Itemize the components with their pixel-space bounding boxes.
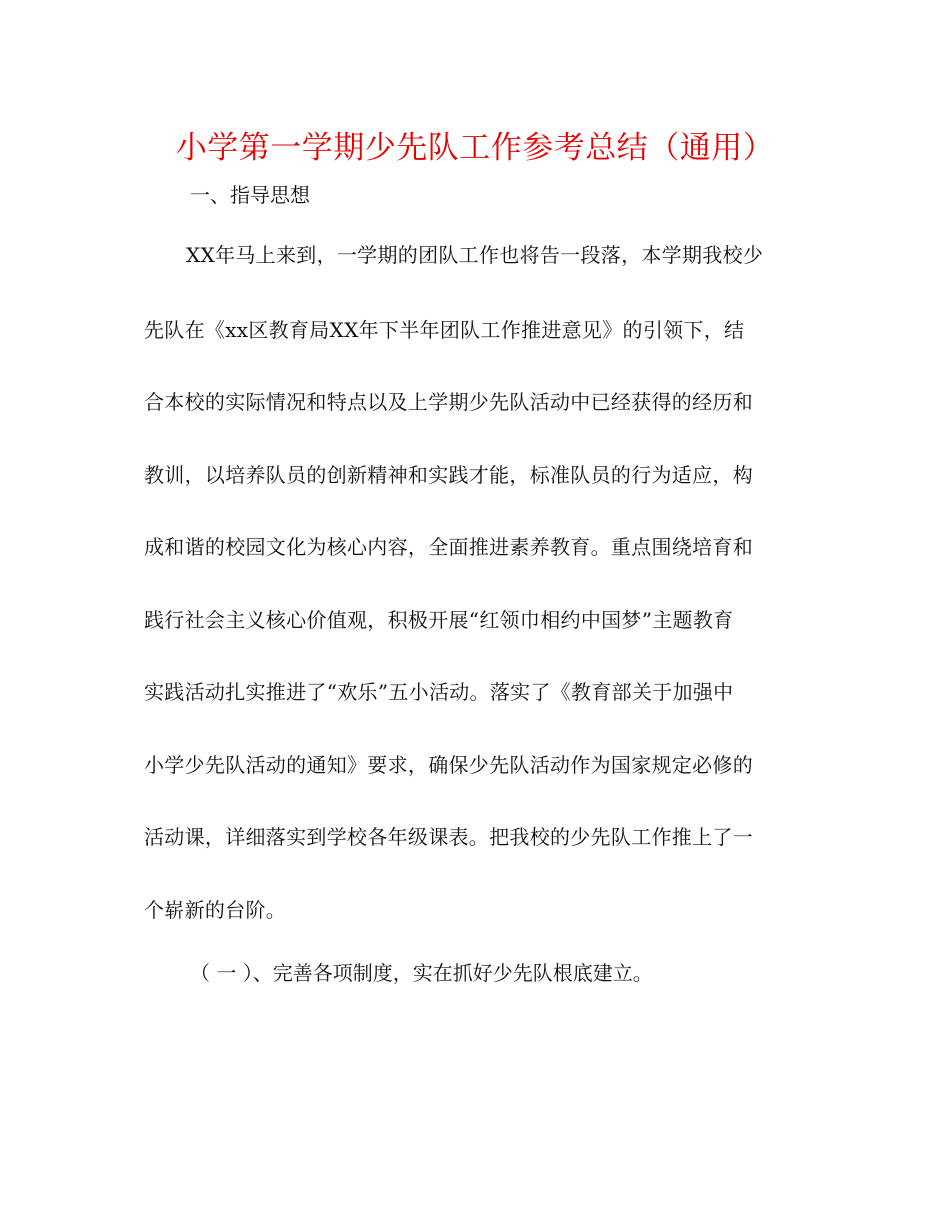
paragraph-line: 成和谐的校园文化为核心内容，全面推进素养教育。重点围绕培育和 bbox=[144, 535, 753, 559]
section-heading: 一、指导思想 bbox=[190, 183, 310, 207]
paragraph-line: 践行社会主义核心价值观，积极开展“红领巾相约中国梦”主题教育 bbox=[144, 608, 734, 632]
subsection-heading: （ 一 ）、完善各项制度，实在抓好少先队根底建立。 bbox=[190, 961, 653, 985]
paragraph-line: XX年马上来到，一学期的团队工作也将告一段落，本学期我校少 bbox=[186, 243, 764, 267]
paragraph-line: 合本校的实际情况和特点以及上学期少先队活动中已经获得的经历和 bbox=[144, 390, 753, 414]
paragraph-line: 教训，以培养队员的创新精神和实践才能，标准队员的行为适应，构 bbox=[144, 463, 753, 487]
paragraph-line: 先队在《xx区教育局XX年下半年团队工作推进意见》的引领下，结 bbox=[144, 318, 745, 342]
paragraph-line: 实践活动扎实推进了“欢乐”五小活动。落实了《教育部关于加强中 bbox=[144, 680, 734, 704]
document-title: 小学第一学期少先队工作参考总结（通用） bbox=[175, 130, 775, 166]
paragraph-line: 小学少先队活动的通知》要求，确保少先队活动作为国家规定必修的 bbox=[144, 753, 753, 777]
paragraph-line: 活动课，详细落实到学校各年级课表。把我校的少先队工作推上了一 bbox=[144, 825, 753, 849]
paragraph-line: 个崭新的台阶。 bbox=[144, 898, 287, 922]
